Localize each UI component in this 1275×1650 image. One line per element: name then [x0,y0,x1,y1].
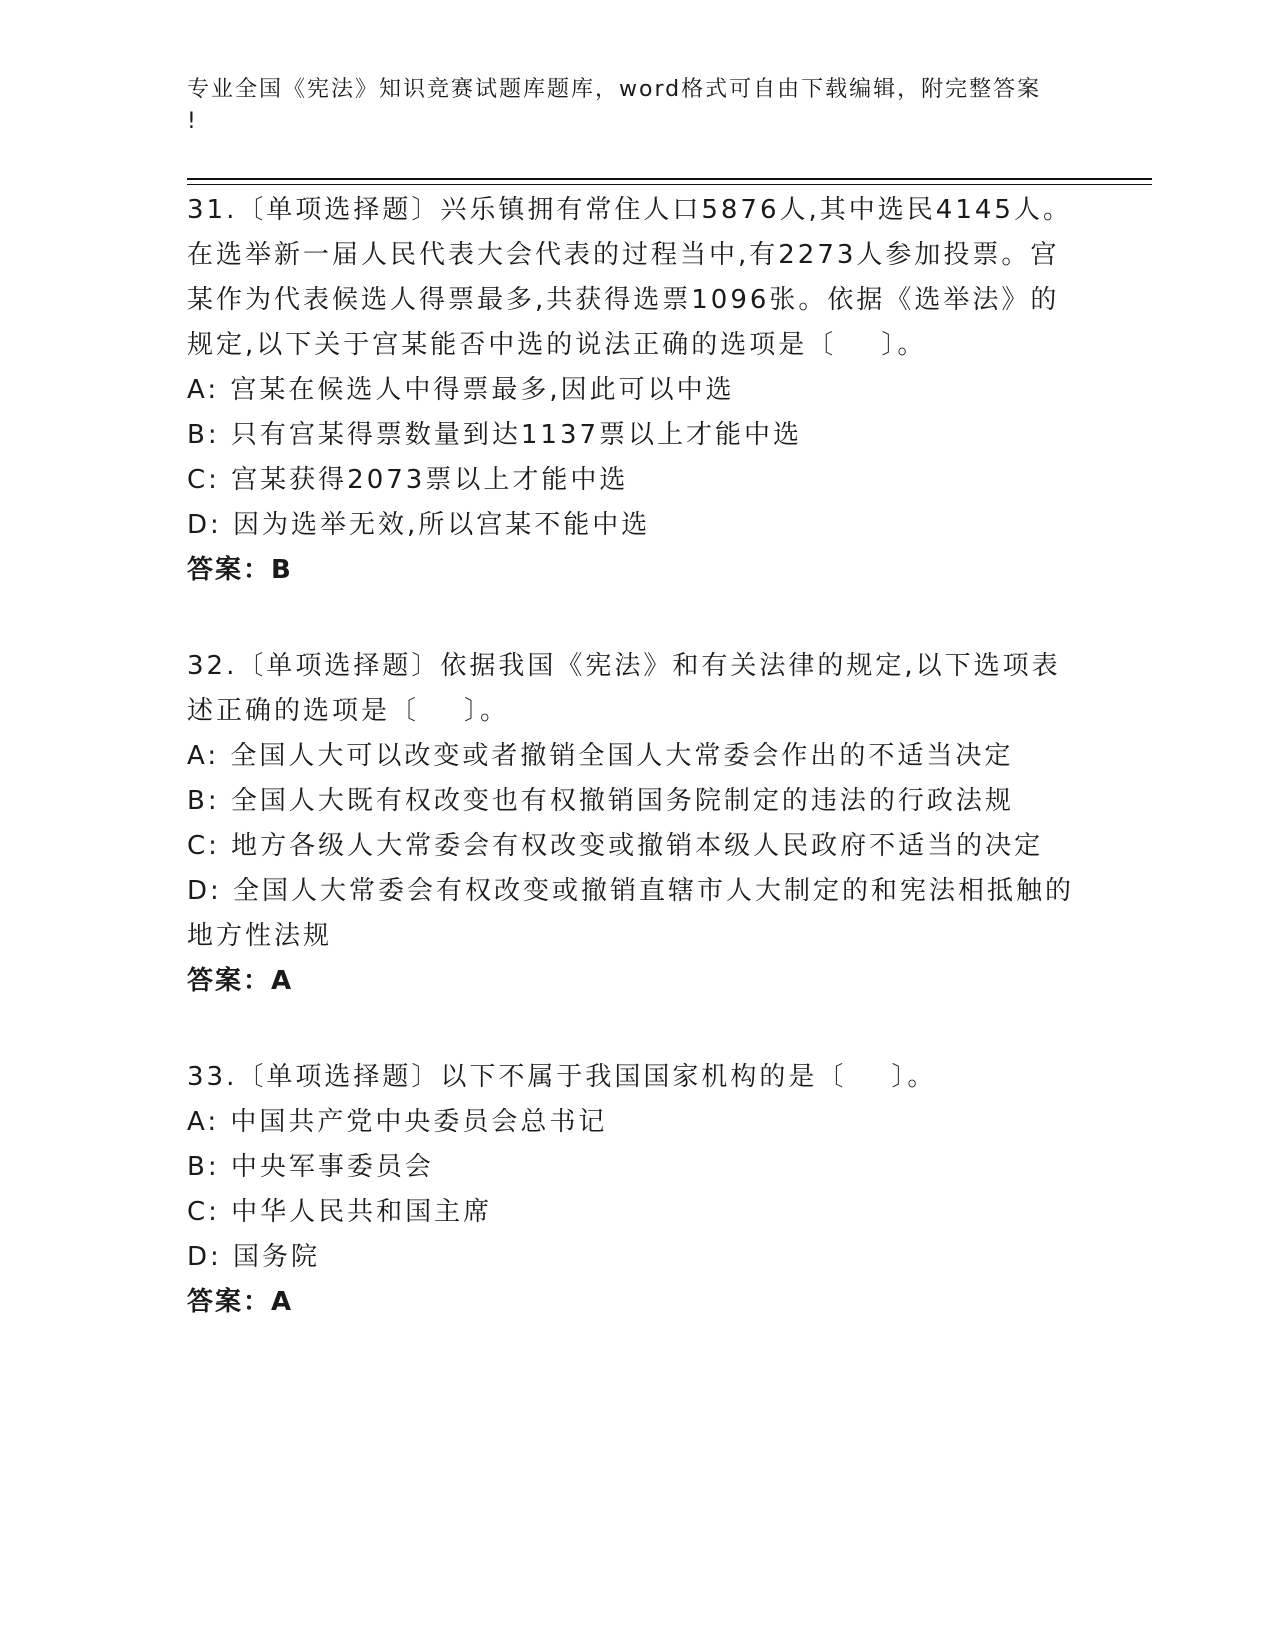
question-text-line: 规定,以下关于宫某能否中选的说法正确的选项是〔 〕。 [187,330,927,360]
header-line: 专业全国《宪法》知识竞赛试题库题库，word格式可自由下载编辑，附完整答案 [187,77,1042,102]
answer: 答案：B [187,555,293,585]
question-text-line: 述正确的选项是〔 〕。 [187,696,510,726]
option-a: A: 全国人大可以改变或者撤销全国人大常委会作出的不适当决定 [187,741,1014,771]
question-text-line: 某作为代表候选人得票最多,共获得选票1096张。依据《选举法》的 [187,285,1060,315]
option-d: D: 全国人大常委会有权改变或撤销直辖市人大制定的和宪法相抵触的 [187,876,1075,906]
option-c: C: 宫某获得2073票以上才能中选 [187,465,629,495]
option-d: D: 国务院 [187,1242,321,1272]
option-c: C: 中华人民共和国主席 [187,1197,493,1227]
option-a: A: 宫某在候选人中得票最多,因此可以中选 [187,375,735,405]
header-divider [187,178,1152,185]
answer: 答案：A [187,966,294,996]
question-31 [187,188,1087,593]
option-d-continued: 地方性法规 [187,921,333,951]
question-text-line: 32.〔单项选择题〕依据我国《宪法》和有关法律的规定,以下选项表 [187,651,1061,681]
option-d: D: 因为选举无效,所以宫某不能中选 [187,510,651,540]
option-b: B: 只有宫某得票数量到达1137票以上才能中选 [187,420,803,450]
question-33 [187,1055,1087,1325]
page-header [187,74,1087,138]
option-b: B: 全国人大既有权改变也有权撤销国务院制定的违法的行政法规 [187,786,1014,816]
answer: 答案：A [187,1287,294,1317]
option-a: A: 中国共产党中央委员会总书记 [187,1107,608,1137]
question-32 [187,644,1087,1004]
option-b: B: 中央军事委员会 [187,1152,434,1182]
question-text-line: 在选举新一届人民代表大会代表的过程当中,有2273人参加投票。宫 [187,240,1060,270]
question-text-line: 31.〔单项选择题〕兴乐镇拥有常住人口5876人,其中选民4145人。 [187,195,1072,225]
question-text-line: 33.〔单项选择题〕以下不属于我国国家机构的是〔 〕。 [187,1062,937,1092]
header-line: ! [187,109,198,134]
option-c: C: 地方各级人大常委会有权改变或撤销本级人民政府不适当的决定 [187,831,1044,861]
